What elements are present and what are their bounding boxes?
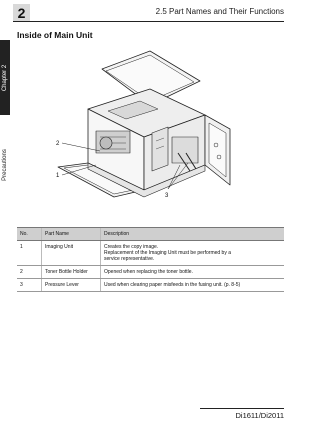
row-number: 2 (17, 266, 42, 279)
description-line: Creates the copy image. (104, 244, 159, 250)
chapter-tab (0, 40, 10, 115)
callout-2: 2 (56, 141, 60, 147)
header-rule (13, 21, 284, 22)
copier-illustration (40, 45, 240, 210)
row-part-name: Toner Bottle Holder (42, 266, 101, 279)
row-number: 1 (17, 241, 42, 266)
description-line: Used when clearing paper misfeeds in the fusing unit. (p. 8-5) (104, 282, 241, 288)
table-header-row (17, 228, 284, 241)
chapter-tab-label: Chapter 2 (2, 64, 9, 91)
column-header-no: No. (17, 228, 42, 241)
callout-1: 1 (56, 173, 60, 179)
table-row (17, 266, 284, 279)
row-description (101, 266, 285, 279)
parts-table (17, 227, 284, 292)
description-line: service representative. (104, 256, 155, 262)
copier-drawing (40, 45, 240, 210)
row-number: 3 (17, 279, 42, 292)
table-row (17, 279, 284, 292)
row-part-name: Imaging Unit (42, 241, 101, 266)
header-title: 2.5 Part Names and Their Functions (155, 7, 284, 16)
chapter-number: 2 (13, 4, 30, 21)
footer-model-name: Di1611/Di2011 (235, 411, 284, 420)
side-panel (152, 127, 168, 171)
description-line: Replacement of the Imaging Unit must be performed by a (104, 250, 232, 256)
row-description (101, 241, 285, 266)
column-header-part-name: Part Name (42, 228, 101, 241)
fusing-unit (172, 137, 198, 163)
table-row (17, 241, 284, 266)
row-part-name: Pressure Lever (42, 279, 101, 292)
row-description (101, 279, 285, 292)
toner-bottle-holder (100, 137, 112, 149)
footer-rule (200, 408, 284, 409)
column-header-description: Description (101, 228, 285, 241)
section-side-label (0, 135, 10, 195)
section-side-label-text: Precautions (2, 149, 8, 181)
description-line: Opened when replacing the toner bottle. (104, 269, 193, 275)
section-title: Inside of Main Unit (17, 30, 93, 40)
callout-3: 3 (165, 193, 169, 199)
